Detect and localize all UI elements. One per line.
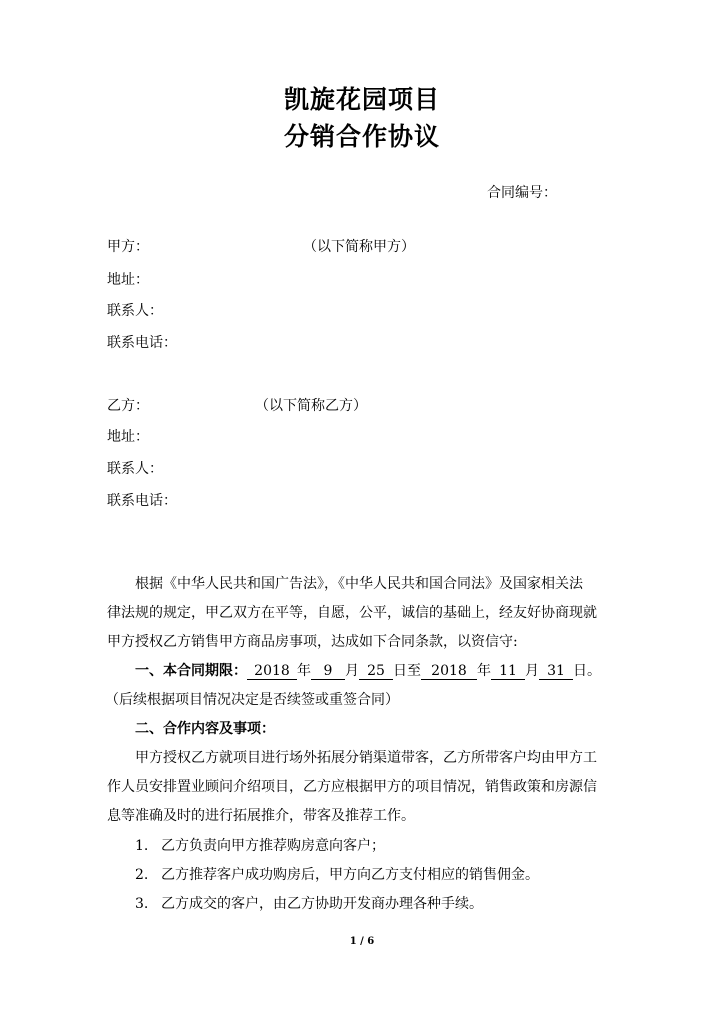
term-note: （后续根据项目情况决定是否续签或重签合同） xyxy=(105,692,399,708)
term-end-year: 2018 xyxy=(421,663,477,680)
list-item-number: 2. xyxy=(135,867,149,883)
month-char: 月 xyxy=(345,663,359,679)
party-b-note: （以下简称乙方） xyxy=(255,398,367,414)
list-item-number: 3. xyxy=(135,896,149,912)
term-section xyxy=(107,657,617,715)
list-item-text: 乙方负责向甲方推荐购房意向客户； xyxy=(161,838,385,854)
term-start-year: 2018 xyxy=(247,663,297,680)
list-item xyxy=(135,893,483,913)
term-heading: 一、本合同期限： xyxy=(135,663,247,679)
list-item-number: 1. xyxy=(135,838,149,854)
day-end: 日。 xyxy=(573,663,601,679)
list-item-text: 乙方成交的客户，由乙方协助开发商办理各种手续。 xyxy=(161,896,483,912)
party-b-address-label: 地址： xyxy=(107,429,149,445)
party-a-contact-label: 联系人： xyxy=(107,303,163,319)
term-end-month: 11 xyxy=(491,663,525,680)
term-line xyxy=(107,657,617,686)
section2 xyxy=(107,715,617,831)
year-char: 年 xyxy=(297,663,311,679)
day-to: 日至 xyxy=(393,663,421,679)
month-char: 月 xyxy=(525,663,539,679)
party-b-label: 乙方： xyxy=(107,398,149,414)
term-start-month: 9 xyxy=(311,663,345,680)
intro-paragraph xyxy=(107,570,617,657)
section2-heading: 二、合作内容及事项： xyxy=(135,721,275,737)
section2-line: 息等准确及时的进行拓展推介，带客及推荐工作。 xyxy=(107,808,415,824)
contract-number-label: 合同编号： xyxy=(487,185,557,201)
intro-line: 律法规的规定，甲乙双方在平等，自愿，公平，诚信的基础上，经友好协商现就 xyxy=(107,605,597,621)
party-a-note: （以下简称甲方） xyxy=(303,239,415,255)
doc-title-line1: 凯旋花园项目 xyxy=(283,85,440,114)
list-item-text: 乙方推荐客户成功购房后，甲方向乙方支付相应的销售佣金。 xyxy=(161,867,539,883)
intro-line: 根据《中华人民共和国广告法》，《中华人民共和国合同法》及国家相关法 xyxy=(135,576,583,592)
list-item xyxy=(135,864,539,884)
term-end-day: 31 xyxy=(539,663,573,680)
doc-title-line2: 分销合作协议 xyxy=(283,122,440,151)
section2-line: 甲方授权乙方就项目进行场外拓展分销渠道带客，乙方所带客户均由甲方工 xyxy=(135,750,597,766)
party-a-address-label: 地址： xyxy=(107,272,149,288)
year-char: 年 xyxy=(477,663,491,679)
party-b-contact-label: 联系人： xyxy=(107,461,163,477)
list-item xyxy=(135,835,385,855)
party-a-phone-label: 联系电话： xyxy=(107,335,177,351)
intro-line: 甲方授权乙方销售甲方商品房事项，达成如下合同条款，以资信守: xyxy=(107,634,518,650)
party-a-label: 甲方： xyxy=(107,239,149,255)
party-b-phone-label: 联系电话： xyxy=(107,493,177,509)
page-number: 1 / 6 xyxy=(349,936,375,947)
term-start-day: 25 xyxy=(359,663,393,680)
section2-line: 作人员安排置业顾问介绍项目，乙方应根据甲方的项目情况，销售政策和房源信 xyxy=(107,779,597,795)
